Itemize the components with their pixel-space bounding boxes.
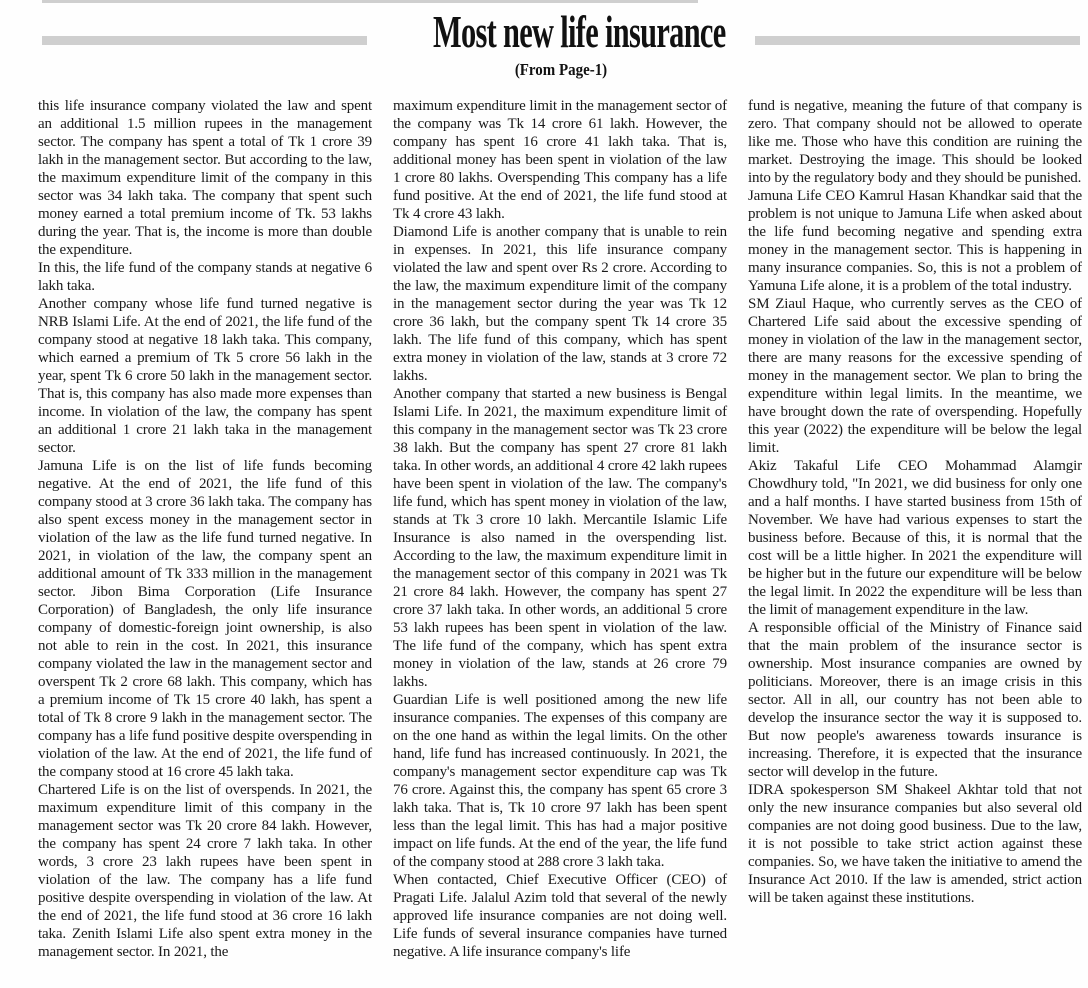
article-header — [0, 0, 1088, 96]
article-paragraph: A responsible official of the Ministry of Finance said that the main problem of the insurance sector is ownership. Most insurance companies are owned by politicians. Moreover, there is an image crisis in this sector. All in all, our country has not been able to develop the insurance sector the way it is supposed to. But now people's awareness towards insurance is increasing. Therefore, it is expected that the insurance sector will develop in the future. — [748, 620, 1082, 780]
article-column — [748, 97, 1082, 985]
article-paragraph: Guardian Life is well positioned among the new life insurance companies. The expenses of this company are on the one hand as within the legal limits. On the other hand, life fund has increased continuously. In 2021, the company's management sector expenditure cap was Tk 76 crore. Against this, the company has spent 65 crore 3 lakh taka. That is, Tk 10 crore 97 lakh has been spent less than the legal limit. This has had a major positive impact on life funds. At the end of the year, the life fund of the company stood at 288 crore 3 lakh taka. — [393, 692, 727, 870]
article-paragraph: maximum expenditure limit in the management sector of the company was Tk 14 crore 61 lakh. However, the company has spent 16 crore 41 lakh taka. That is, additional money has been spent in violation of the law 1 crore 80 lakhs. Overspending This company has a life fund positive. At the end of 2021, the life fund stood at Tk 4 crore 43 lakh. — [393, 98, 727, 222]
article-title: Most new life insurance — [432, 6, 726, 57]
article-paragraph: IDRA spokesperson SM Shakeel Akhtar told that not only the new insurance companies but also several old companies are not doing good business. Due to the law, it is not possible to take strict action against these companies. So, we have taken the initiative to amend the Insurance Act 2010. If the law is amended, strict action will be taken against these institutions. — [748, 782, 1082, 906]
title-rule-left — [42, 36, 367, 45]
article-paragraph: Diamond Life is another company that is unable to rein in expenses. In 2021, this life insurance company violated the law and spent over Rs 2 crore. According to the law, the maximum expenditure limit of the company in the management sector during the year was Tk 12 crore 36 lakh, but the company spent Tk 14 crore 35 lakh. The life fund of this company, which has spent extra money in violation of the law, stands at 3 crore 72 lakhs. — [393, 224, 727, 384]
article-column — [393, 97, 727, 985]
article-paragraph: Jamuna Life is on the list of life funds becoming negative. At the end of 2021, the life fund of this company stood at 3 crore 36 lakh taka. The company has also spent excess money in the management sector in violation of the law as the life fund turned negative. In 2021, in violation of the law, the company spent an additional amount of Tk 333 million in the management sector. Jibon Bima Corporation (Life Insurance Corporation) of Bangladesh, the only life insurance company of domestic-foreign joint ownership, is also not able to rein in the cost. In 2021, this insurance company violated the law in the management sector and overspent Tk 2 crore 68 lakh. This company, which has a premium income of Tk 15 crore 40 lakh, has spent a total of Tk 8 crore 9 lakh in the management sector. The company has a life fund positive despite overspending in violation of the law. At the end of 2021, the life fund of the company stood at 16 crore 45 lakh taka. — [38, 458, 372, 780]
title-rule-right — [755, 36, 1080, 45]
article-paragraph: Chartered Life is on the list of overspends. In 2021, the maximum expenditure limit of this company in the management sector was Tk 20 crore 84 lakh. However, the company has spent 24 crore 7 lakh taka. In other words, 3 crore 23 lakh rupees have been spent in violation of the law. The company has a life fund positive despite overspending in violation of the law. At the end of 2021, the life fund stood at 36 crore 16 lakh taka. Zenith Islami Life also spent extra money in the management sector. In 2021, the — [38, 782, 372, 960]
article-paragraph: Another company that started a new business is Bengal Islami Life. In 2021, the maximum expenditure limit of this company in the management sector was Tk 23 crore 38 lakh. But the company has spent 27 crore 81 lakh taka. In other words, an additional 4 crore 42 lakh rupees have been spent in violation of the law. The company's life fund, which has spent money in violation of the law, stands at Tk 3 crore 10 lakh. Mercantile Islamic Life Insurance is also named in the overspending list. According to the law, the maximum expenditure limit in the management sector of this company in 2021 was Tk 21 crore 84 lakh. However, the company has spent 27 crore 37 lakh taka. In other words, an additional 5 crore 53 lakh rupees has been spent in violation of the law. The life fund of the company, which has spent extra money in violation of the law, stands at 26 crore 79 lakhs. — [393, 386, 727, 690]
article-paragraph: SM Ziaul Haque, who currently serves as the CEO of Chartered Life said about the excessive spending of money in violation of the law in the management sector, there are many reasons for the excessive spending of money in the management sector. We plan to bring the expenditure within legal limits. In the meantime, we have brought down the rate of overspending. Hopefully this year (2022) the expenditure will be below the legal limit. — [748, 296, 1082, 456]
article-paragraph: Akiz Takaful Life CEO Mohammad Alamgir Chowdhury told, "In 2021, we did business for only one and a half months. I have started business from 15th of November. We have had various expenses to start the business before. Because of this, it is normal that the cost will be a little higher. In 2021 the expenditure will be higher but in the future our expenditure will be below the legal limit. In 2022 the expenditure will be less than the limit of management expenditure in the law. — [748, 458, 1082, 618]
article-column — [38, 97, 372, 985]
article-subtitle: (From Page-1) — [514, 60, 608, 79]
article-paragraph: this life insurance company violated the law and spent an additional 1.5 million rupees in the management sector. The company has spent a total of Tk 1 crore 39 lakh in the management sector. But according to the law, the maximum expenditure limit of the company in this sector was 34 lakh taka. The company that spent such money earned a total premium income of Tk. 53 lakhs during the year. That is, the income is more than double the expenditure. — [38, 98, 372, 258]
article-paragraph: Another company whose life fund turned negative is NRB Islami Life. At the end of 2021, the life fund of the company stood at negative 18 lakh taka. This company, which earned a premium of Tk 5 crore 56 lakh in the year, spent Tk 6 crore 50 lakh in the management sector. That is, this company has also made more expenses than income. In violation of the law, the company has spent an additional 1 crore 21 lakh taka in the management sector. — [38, 296, 372, 456]
article-paragraph: Jamuna Life CEO Kamrul Hasan Khandkar said that the problem is not unique to Jamuna Life when asked about the life fund becoming negative and spending extra money in the management sector. This is happening in many insurance companies. So, this is not a problem of Yamuna Life alone, it is a problem of the total industry. — [748, 188, 1082, 294]
article-paragraph: fund is negative, meaning the future of that company is zero. That company should not be allowed to operate like me. Those who have this condition are ruining the market. Destroying the image. This should be looked into by the regulatory body and they should be punished. — [748, 98, 1082, 186]
article-body — [38, 97, 1082, 985]
article-paragraph: In this, the life fund of the company stands at negative 6 lakh taka. — [38, 260, 372, 294]
article-paragraph: When contacted, Chief Executive Officer (CEO) of Pragati Life. Jalalul Azim told that several of the newly approved life insurance companies are not doing well. Life funds of several insurance companies have turned negative. A life insurance company's life — [393, 872, 727, 960]
